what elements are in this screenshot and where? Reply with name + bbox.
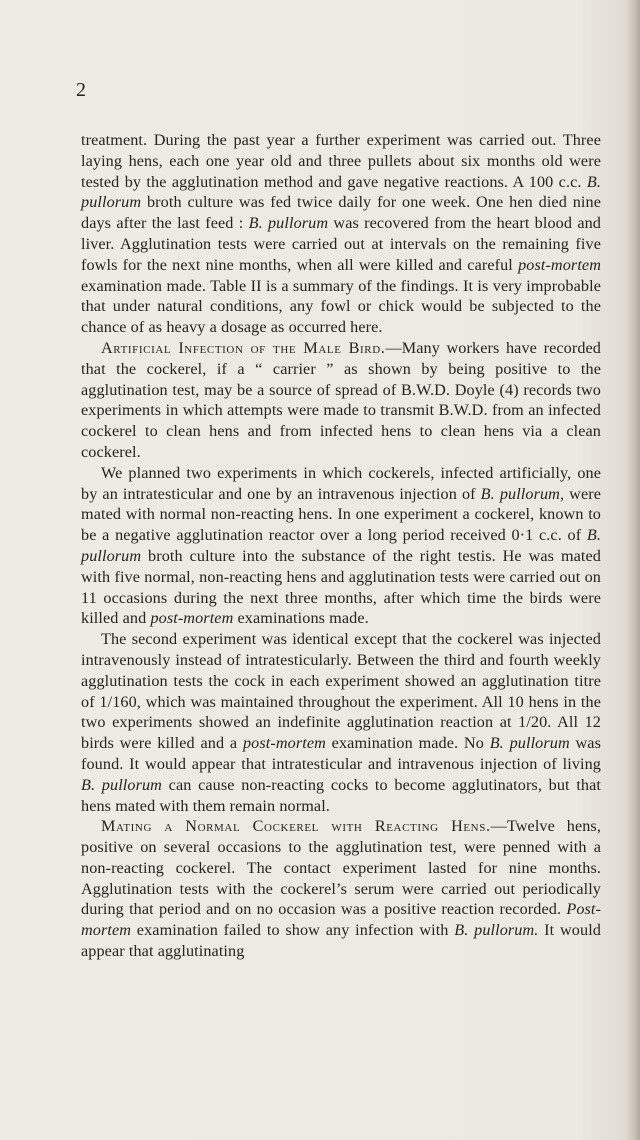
italic-term: B. pullorum, — [480, 484, 565, 503]
text-run: We planned two experiments in which cockerels, infected artificially, one by an intratesticular and one by an intravenous injection of — [81, 463, 601, 503]
text-run: treatment. During the past year a further experiment was carried out. Three laying hens, each one year old and three pullets about six months old were tested by the agglutination method and gave negative reactions. A 100 c.c. — [81, 131, 601, 191]
text-run: It would appear that agglutinating — [81, 921, 601, 961]
text-run: was recovered from the heart blood and liver. Agglutination tests were carried out at intervals on the remaining five fowls for the next nine months, when all were killed and careful — [81, 214, 601, 274]
italic-term: B. pullorum. — [454, 921, 539, 940]
paragraph-4 — [81, 629, 601, 816]
text-run: —Twelve hens, positive on several occasions to the agglutination test, were penned with a non-reacting cockerel. The contact experiment lasted for nine months. Agglutination tests with the cockerel’s serum were carried out periodically during that period and on no occasion was a positive reaction recorded. — [81, 817, 601, 919]
text-run: The second experiment was identical except that the cockerel was injected intravenously instead of intratesticularly. Between the third and fourth weekly agglutination tests the cock in each experiment showed an agglutination titre of 1/160, which was maintained throughout the experiment. All 10 hens in the two experiments showed an indefinite agglutination reaction at 1/20. All 12 birds were killed and a — [81, 630, 601, 753]
italic-term: B. pullorum — [81, 172, 601, 212]
paragraph-3 — [81, 463, 601, 629]
body-text — [81, 130, 601, 962]
page-number: 2 — [76, 79, 86, 101]
section-heading: Mating a Normal Cockerel with Reacting Hens. — [101, 817, 491, 836]
text-run: examination failed to show any infection with — [131, 921, 455, 940]
text-run: examinations made. — [233, 609, 369, 628]
text-run: was found. It would appear that intratesticular and intravenous injection of living — [81, 734, 601, 773]
text-run: broth culture into the substance of the right testis. He was mated with five normal, non-reacting hens and agglutination tests were carried out on 11 occasions during the next three months, after which time the birds were killed and — [81, 546, 601, 628]
text-run: —Many workers have recorded that the cockerel, if a “ carrier ” as shown by being positive to the agglutination test, may be a source of spread of B.W.D. Doyle (4) records two experiments in which attempts were made to transmit B.W.D. from an infected cockerel to clean hens and from infected hens to clean hens via a clean cockerel. — [81, 338, 601, 461]
text-run: can cause non-reacting cocks to become agglutinators, but that hens mated with them remain normal. — [81, 775, 601, 815]
italic-term: post-mortem — [150, 609, 234, 628]
italic-term: B. pullorum — [248, 214, 329, 233]
italic-term: B. pullorum — [489, 734, 570, 753]
text-run: were mated with normal non-reacting hens. In one experiment a cockerel, known to be a negative agglutination reactor over a long period received 0·1 c.c. of — [81, 484, 601, 545]
italic-term: post-mortem — [518, 255, 601, 274]
italic-term: B. pullorum — [81, 526, 601, 565]
paragraph-5 — [81, 816, 601, 962]
paragraph-2 — [81, 338, 601, 463]
page-edge-shadow — [626, 0, 640, 1140]
text-run: broth culture was fed twice daily for one week. One hen died nine days after the last feed : — [81, 193, 601, 233]
italic-term: B. pullorum — [81, 775, 162, 794]
text-run: examination made. Table II is a summary of the findings. It is very improbable that under natural conditions, any fowl or chick would be subjected to the chance of as heavy a dosage as occurred here. — [81, 276, 601, 337]
italic-term: post-mortem — [242, 734, 326, 753]
section-heading: Artificial Infection of the Male Bird. — [101, 338, 386, 357]
italic-term: Post-mortem — [81, 900, 601, 940]
text-run: examination made. No — [325, 734, 490, 753]
paragraph-1 — [81, 130, 601, 338]
